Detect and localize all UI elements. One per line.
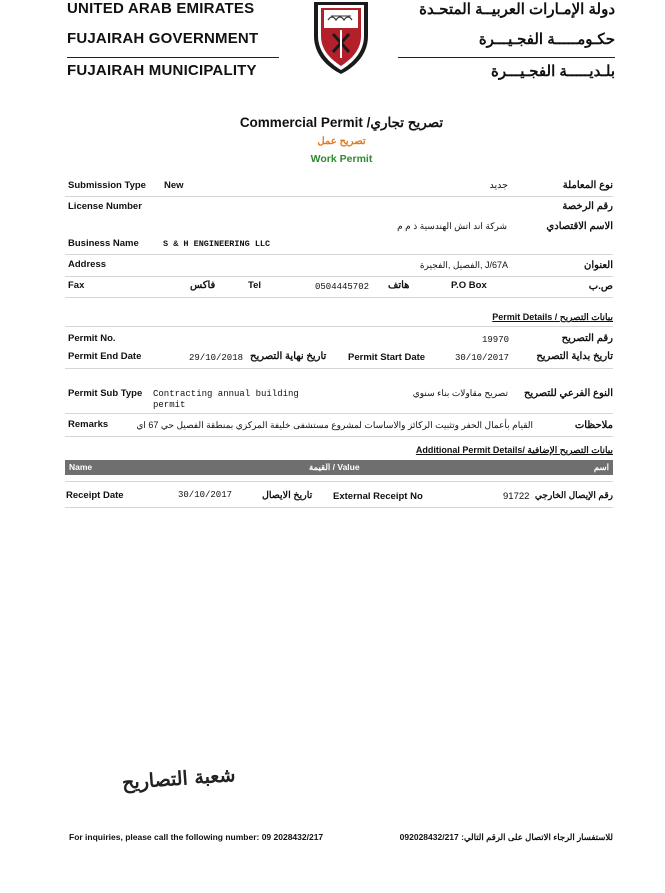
permit-start-date-label: Permit Start Date [348,352,426,363]
header-divider-right [398,57,615,58]
additional-details-table-header [65,460,613,475]
footer-inquiry-en: For inquiries, please call the following number: 09 2028432/217 [69,832,324,842]
permit-end-date-value: 29/10/2018 [189,353,244,363]
subtitle-ar: تصريح عمل [317,136,366,147]
receipt-date-ar-label: تاريخ الايصال [262,490,313,501]
row-divider [65,413,613,414]
remarks-label: Remarks [68,419,109,430]
column-header-name-ar: اسم [593,462,609,472]
submission-type-ar-value: جديد [489,180,508,191]
license-number-ar-label: رقم الرخصة [562,201,613,212]
fax-ar-label: فاكس [190,280,216,291]
submission-type-label: Submission Type [68,180,146,191]
pobox-ar-label: ص.ب [588,281,613,292]
submission-type-ar-label: نوع المعاملة [562,180,613,191]
subtitle-en: Work Permit [310,153,373,165]
permit-sub-type-ar-label: النوع الفرعي للتصريح [523,388,613,399]
header-en-municipality: FUJAIRAH MUNICIPALITY [67,62,257,79]
row-divider [65,368,613,369]
permit-no-label: Permit No. [68,333,116,344]
license-number-label: License Number [68,201,142,212]
external-receipt-ar-label: رقم الإيصال الخارجي [534,490,613,500]
row-divider [65,436,613,437]
permit-sub-type-ar-value: تصريح مقاولات بناء سنوي [412,388,508,398]
external-receipt-value: 91722 [503,491,530,502]
permit-no-value: 19970 [482,335,510,345]
permit-sub-type-value-line2: permit [153,400,186,410]
row-divider [65,481,613,482]
tel-ar-label: هاتف [388,280,410,291]
fax-label: Fax [68,280,85,291]
business-name-value: S & H ENGINEERING LLC [163,239,271,249]
pobox-label: P.O Box [451,280,487,291]
receipt-date-label: Receipt Date [66,490,124,501]
column-header-value: القيمة / Value [309,462,360,472]
header-en-government: FUJAIRAH GOVERNMENT [67,30,259,47]
footer-inquiry-ar: للاستفسار الرجاء الاتصال على الرقم التالي: 092028432/217 [399,832,613,842]
address-label: Address [68,259,107,270]
permit-no-ar-label: رقم التصريح [561,333,613,344]
economic-name-ar-label: الاسم الاقتصادي [546,221,613,232]
remarks-ar-label: ملاحظات [574,420,613,431]
address-value: J/67A ,الفصيل ,الفجيرة [419,260,508,270]
business-name-label: Business Name [68,238,139,249]
header-divider-left [67,57,279,58]
remarks-ar-value: القيام بأعمال الحفر وتثبيت الركائز والاساسات لمشروع مستشفى خليفة المركزي بمنطقة الفصيل حي 67 اي [136,420,533,430]
header-ar-uae: دولة الإمـارات العربيــة المتحـدة [419,1,615,18]
permit-end-date-ar-label: تاريخ نهاية التصريح [250,351,327,362]
permit-sub-type-value-line1: Contracting annual building [153,389,299,399]
header-ar-government: حكـومـــــة الفجـيـــرة [478,31,615,48]
header-en-uae: UNITED ARAB EMIRATES [67,0,255,17]
company-name-ar: شركة اند اتش الهندسية ذ م م [397,221,507,231]
tel-label: Tel [248,280,262,291]
page-title: Commercial Permit /تصريح تجاري [239,115,444,130]
additional-details-section-title: Additional Permit Details/ بيانات التصريح الإضافية [415,445,613,455]
row-divider [65,297,613,298]
row-divider [65,254,613,255]
row-divider [65,507,613,508]
fujairah-emblem-icon [311,0,371,76]
permit-start-date-ar-label: تاريخ بداية التصريح [536,351,613,362]
header-ar-municipality: بلـديـــــة الفجـيـــرة [490,63,615,80]
tel-value: 0504445702 [315,282,370,292]
submission-type-value: New [164,180,184,191]
external-receipt-label: External Receipt No [333,491,423,502]
permit-start-date-value: 30/10/2017 [455,353,510,363]
permit-end-date-label: Permit End Date [68,351,142,362]
permit-details-section-title: Permit Details / بيانات التصريح [492,312,613,322]
address-ar-label: العنوان [584,260,613,271]
permit-sub-type-label: Permit Sub Type [68,388,143,399]
receipt-date-value: 30/10/2017 [178,490,233,500]
department-stamp: شعبة التصاريح [121,764,237,794]
row-divider [65,326,613,327]
column-header-name: Name [69,462,93,472]
row-divider [65,196,613,197]
row-divider [65,276,613,277]
